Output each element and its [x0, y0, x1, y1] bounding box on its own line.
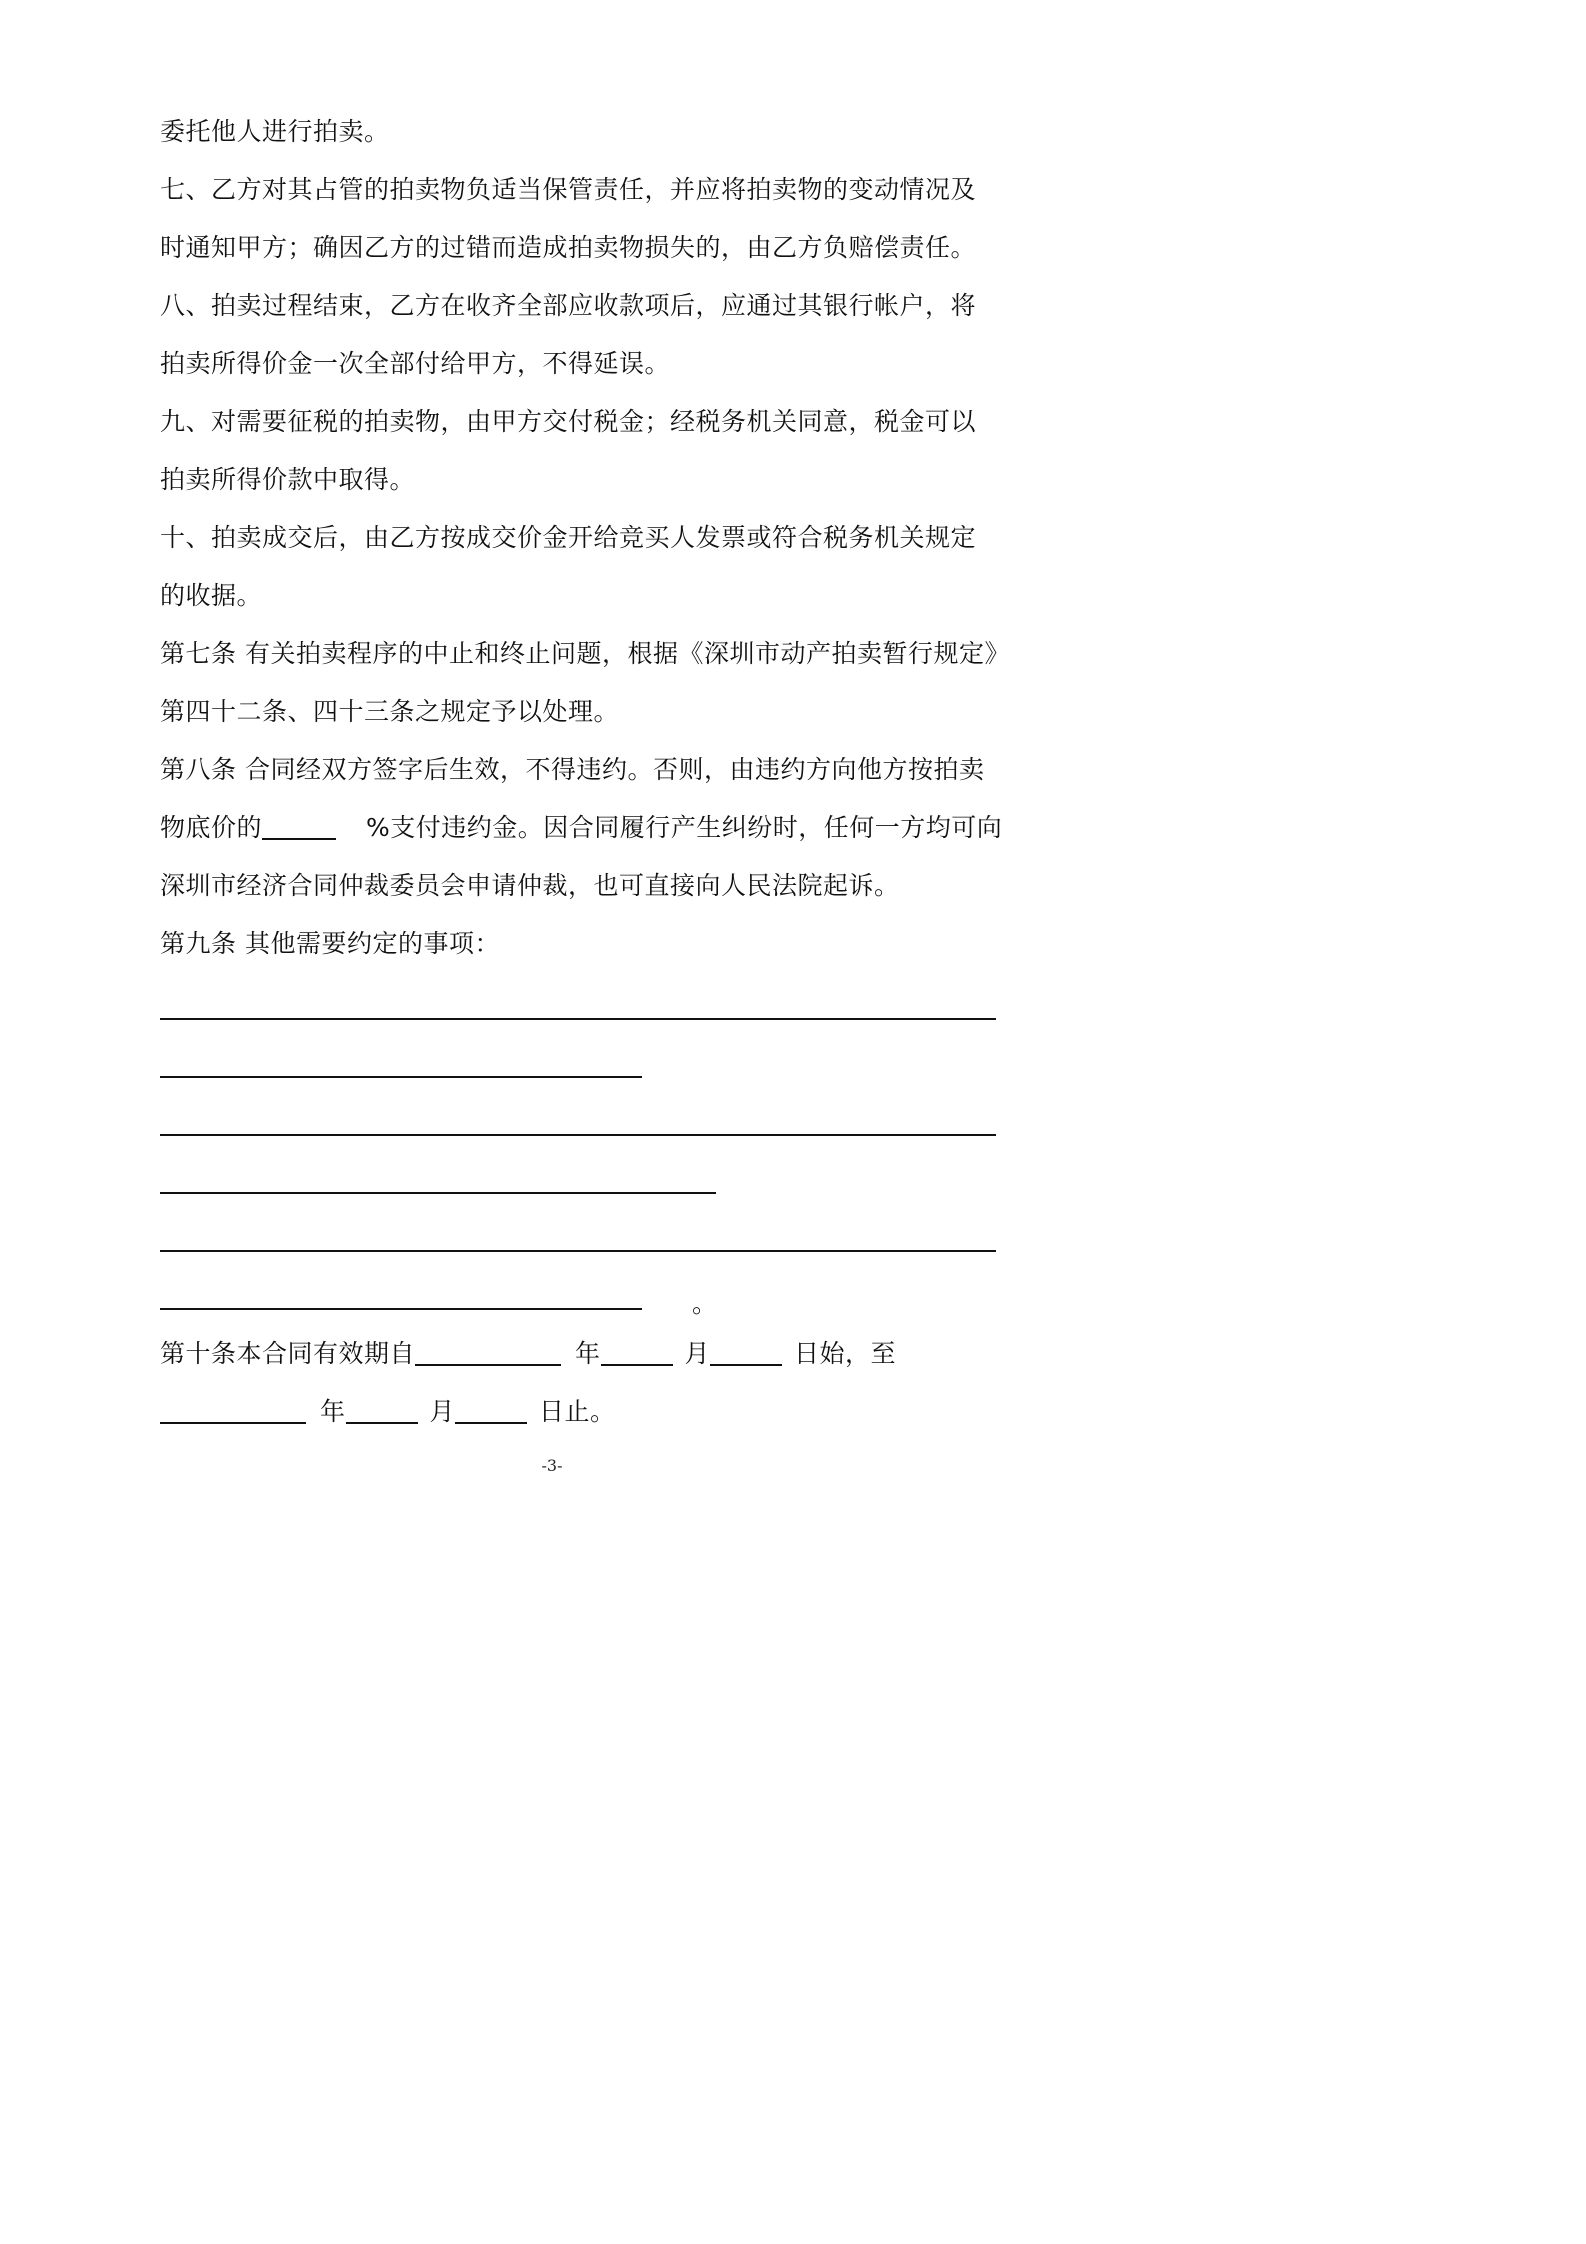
- day-label: 日止。: [539, 1397, 616, 1426]
- blank-line-1[interactable]: [160, 1018, 996, 1020]
- text-fragment: %支付违约金。因合同履行产生纠纷时，任何一方均可向: [366, 813, 1003, 842]
- article-10-line-end: [160, 1392, 616, 1432]
- blank-line-6[interactable]: [160, 1308, 642, 1310]
- blank-line-2[interactable]: [160, 1076, 642, 1078]
- text-line: 时通知甲方；确因乙方的过错而造成拍卖物损失的，由乙方负赔偿责任。: [160, 233, 977, 262]
- text-line: 第四十二条、四十三条之规定予以处理。: [160, 697, 620, 726]
- day-label: 日始，至: [794, 1339, 897, 1368]
- text-fragment: 第十条本合同有效期自: [160, 1339, 416, 1368]
- period-mark: 。: [692, 1289, 718, 1318]
- year-label: 年: [575, 1339, 601, 1368]
- start-year-blank[interactable]: [415, 1338, 561, 1366]
- blank-line-5[interactable]: [160, 1250, 996, 1252]
- document-page: [0, 0, 1104, 1562]
- end-year-blank[interactable]: [160, 1396, 306, 1424]
- penalty-percent-blank[interactable]: [262, 812, 336, 840]
- month-label: 月: [684, 1339, 711, 1368]
- text-line: 七、乙方对其占管的拍卖物负适当保管责任，并应将拍卖物的变动情况及: [160, 175, 977, 204]
- text-line: 拍卖所得价金一次全部付给甲方，不得延误。: [160, 349, 671, 378]
- month-label: 月: [429, 1397, 456, 1426]
- text-line: 十、拍卖成交后，由乙方按成交价金开给竞买人发票或符合税务机关规定: [160, 523, 977, 552]
- start-day-blank[interactable]: [710, 1338, 782, 1366]
- article-7-heading: 第七条 有关拍卖程序的中止和终止问题，根据《深圳市动产拍卖暂行规定》: [160, 639, 1010, 668]
- year-label: 年: [320, 1397, 346, 1426]
- text-line: 的收据。: [160, 581, 263, 610]
- article-9-heading: 第九条 其他需要约定的事项：: [160, 929, 500, 958]
- penalty-line: [160, 808, 1002, 848]
- text-line: 九、对需要征税的拍卖物，由甲方交付税金；经税务机关同意，税金可以: [160, 407, 977, 436]
- blank-line-3[interactable]: [160, 1134, 996, 1136]
- blank-line-4[interactable]: [160, 1192, 716, 1194]
- text-line: 委托他人进行拍卖。: [160, 117, 390, 146]
- article-8-heading: 第八条 合同经双方签字后生效，不得违约。否则，由违约方向他方按拍卖: [160, 755, 985, 784]
- end-month-blank[interactable]: [346, 1396, 418, 1424]
- start-month-blank[interactable]: [601, 1338, 673, 1366]
- text-line: 深圳市经济合同仲裁委员会申请仲裁，也可直接向人民法院起诉。: [160, 871, 900, 900]
- text-fragment: 物底价的: [160, 813, 263, 842]
- end-day-blank[interactable]: [455, 1396, 527, 1424]
- text-line: 八、拍卖过程结束，乙方在收齐全部应收款项后，应通过其银行帐户，将: [160, 291, 977, 320]
- page-number: -3-: [541, 1456, 563, 1475]
- article-10-line: [160, 1334, 896, 1374]
- text-line: 拍卖所得价款中取得。: [160, 465, 416, 494]
